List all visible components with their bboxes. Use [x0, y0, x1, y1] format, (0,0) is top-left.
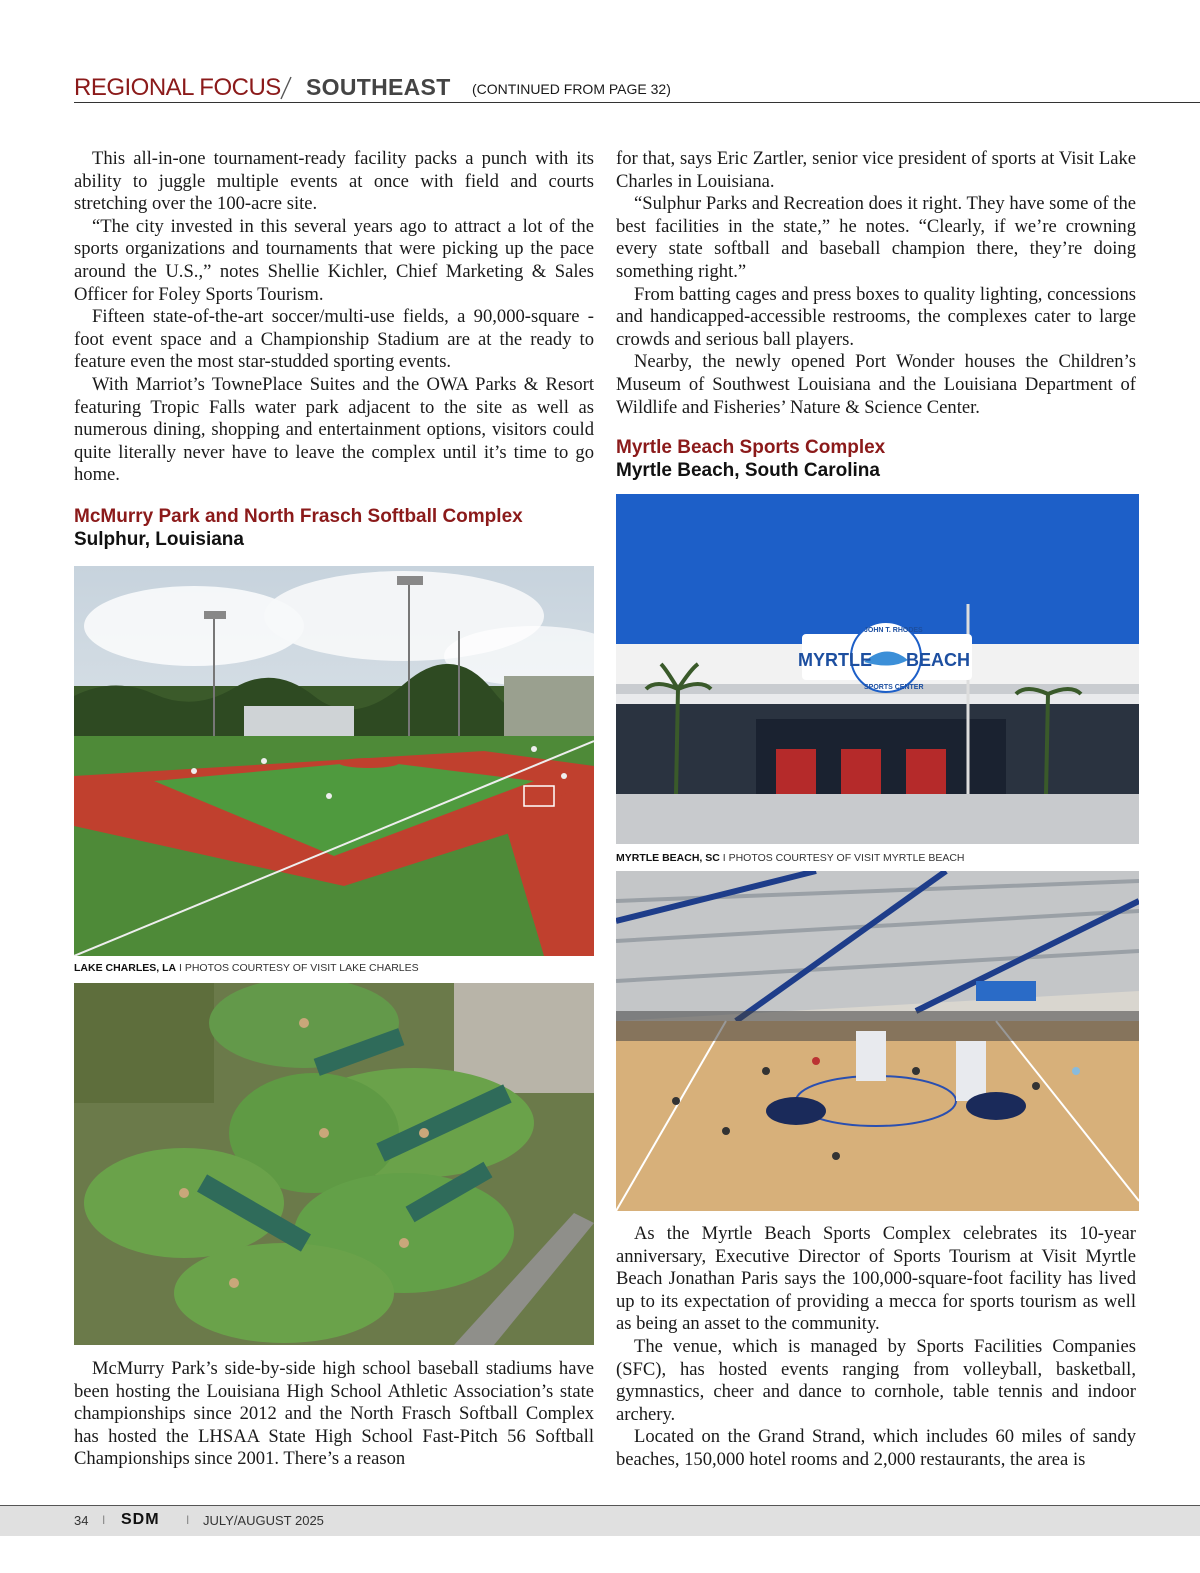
indoor-courts-photo [616, 871, 1139, 1211]
paragraph: This all-in-one tournament-ready facility packs a punch with its ability to juggle multiple events at once with field and courts stretching over the 100-acre site. [74, 148, 594, 215]
paragraph: for that, says Eric Zartler, senior vice president of sports at Visit Lake Charles in Louisiana. [616, 148, 1136, 192]
caption-credit: I PHOTOS COURTESY OF VISIT MYRTLE BEACH [719, 852, 965, 864]
photo-caption-myrtle-beach [616, 852, 965, 864]
region-label: SOUTHEAST [306, 74, 451, 100]
section-location: Myrtle Beach, South Carolina [616, 460, 880, 481]
section-heading-mcmurry [74, 505, 594, 551]
paragraph: Fifteen state-of-the-art soccer/multi-use fields, a 90,000-square -foot event space and a Championship Stadium are at the ready to feature even the most star-studded sporting events. [74, 306, 594, 373]
section-label: REGIONAL FOCUS [74, 74, 281, 101]
sign-ring-top: JOHN T. RHODES [864, 627, 923, 634]
footer-separator: I [186, 1513, 190, 1527]
paragraph: “The city invested in this several years ago to attract a lot of the sports organizations and tournaments that were picking up the pace around the U.S.,” notes Shellie Kichler, Chief Marketing & Sales Officer for Foley Sports Tourism. [74, 215, 594, 305]
paragraph: Located on the Grand Strand, which includes 60 miles of sandy beaches, 150,000 hotel rooms and 2,000 restaurants, the area is [616, 1426, 1136, 1470]
caption-place: MYRTLE BEACH, SC [616, 852, 720, 864]
paragraph: As the Myrtle Beach Sports Complex celebrates its 10-year anniversary, Executive Director of Sports Tourism at Visit Myrtle Beach Jonathan Paris says the 100,000-square-foot facility has lived up to its expectation of providing a mecca for sports tourism as well as being an asset to the community. [616, 1223, 1136, 1335]
section-title: Myrtle Beach Sports Complex [616, 437, 886, 458]
continued-note: (CONTINUED FROM PAGE 32) [472, 81, 671, 97]
page-number: 34 [74, 1513, 89, 1528]
right-intro-text [616, 148, 1136, 419]
sign-word-2: BEACH [906, 650, 971, 670]
paragraph: McMurry Park’s side-by-side high school baseball stadiums have been hosting the Louisiana High School Athletic Association’s state championships since 2012 and the North Frasch Softball Complex has hosted the LHSAA State High School Fast-Pitch 56 Softball Championships since 2001. There’s a reason [74, 1358, 594, 1470]
magazine-name: SDM [121, 1511, 160, 1528]
paragraph: With Marriot’s TownePlace Suites and the OWA Parks & Resort featuring Tropic Falls water park adjacent to the site as well as numerous dining, shopping and entertainment options, visitors could quite literally never have to leave the complex until it’s time to go home. [74, 373, 594, 486]
paragraph: Nearby, the newly opened Port Wonder houses the Children’s Museum of Southwest Louisiana and the Louisiana Department of Wildlife and Fisheries’ Nature & Science Center. [616, 351, 1136, 418]
section-title: McMurry Park and North Frasch Softball Complex [74, 506, 523, 527]
softball-field-photo [74, 566, 594, 956]
right-closing-text [616, 1223, 1136, 1472]
slash-divider [279, 76, 293, 100]
page-footer [0, 1505, 1200, 1536]
section-heading-myrtle-beach [616, 436, 1136, 482]
sign-ring-bottom: SPORTS CENTER [864, 684, 924, 691]
sports-center-exterior-photo [616, 494, 1139, 844]
paragraph: The venue, which is managed by Sports Facilities Companies (SFC), has hosted events ranging from volleyball, basketball, gymnastics, cheer and dance to cornhole, table tennis and indoor archery. [616, 1335, 1136, 1425]
section-location: Sulphur, Louisiana [74, 529, 244, 550]
aerial-complex-photo [74, 983, 594, 1345]
sign-word-1: MYRTLE [798, 650, 872, 670]
photo-caption-lake-charles [74, 962, 419, 974]
paragraph: From batting cages and press boxes to quality lighting, concessions and handicapped-accessible restrooms, the complexes cater to large crowds and serious ball players. [616, 283, 1136, 350]
caption-place: LAKE CHARLES, LA [74, 962, 177, 974]
issue-date: JULY/AUGUST 2025 [203, 1513, 324, 1528]
left-intro-text [74, 148, 594, 487]
paragraph: “Sulphur Parks and Recreation does it right. They have some of the best facilities in the state,” he notes. “Clearly, if we’re crowning every state softball and baseball champion there, they’re doing something right.” [616, 193, 1136, 282]
page-header [74, 74, 1200, 103]
caption-credit: I PHOTOS COURTESY OF VISIT LAKE CHARLES [176, 962, 419, 974]
footer-separator: I [102, 1513, 106, 1527]
left-closing-text [74, 1358, 594, 1471]
